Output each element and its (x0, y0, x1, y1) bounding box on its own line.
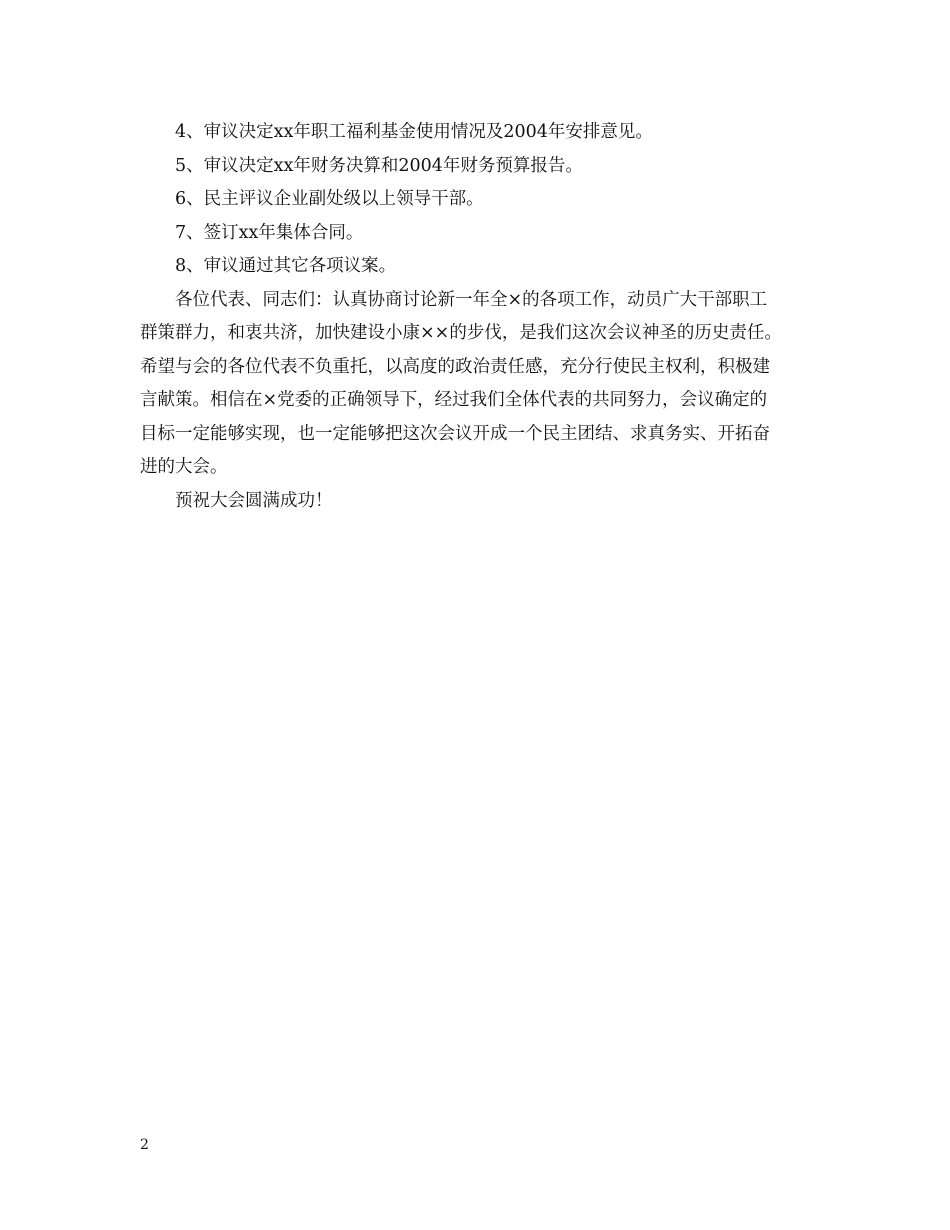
list-item: 5、审议决定xx年财务决算和2004年财务预算报告。 (175, 155, 583, 176)
paragraph-line: 目标一定能够实现，也一定能够把这次会议开成一个民主团结、求真务实、开拓奋 (140, 423, 770, 444)
page-number: 2 (140, 1137, 149, 1153)
list-item: 6、民主评议企业副处级以上领导干部。 (175, 189, 484, 209)
paragraph-line: 进的大会。 (140, 457, 228, 477)
paragraph-line: 群策群力，和衷共济，加快建设小康××的步伐，是我们这次会议神圣的历史责任。 (140, 323, 782, 343)
document-body (140, 116, 816, 518)
closing-line: 预祝大会圆满成功！ (175, 490, 333, 511)
paragraph-line: 希望与会的各位代表不负重托，以高度的政治责任感，充分行使民主权利，积极建 (140, 356, 770, 377)
body-paragraph (140, 284, 816, 485)
paragraph-line: 言献策。相信在×党委的正确领导下，经过我们全体代表的共同努力，会议确定的 (140, 390, 768, 410)
list-item: 4、审议决定xx年职工福利基金使用情况及2004年安排意见。 (175, 122, 653, 142)
list-item: 7、签订xx年集体合同。 (175, 222, 364, 243)
list-item: 8、审议通过其它各项议案。 (175, 256, 397, 276)
paragraph-line: 各位代表、同志们：认真协商讨论新一年全×的各项工作，动员广大干部职工 (175, 289, 768, 310)
